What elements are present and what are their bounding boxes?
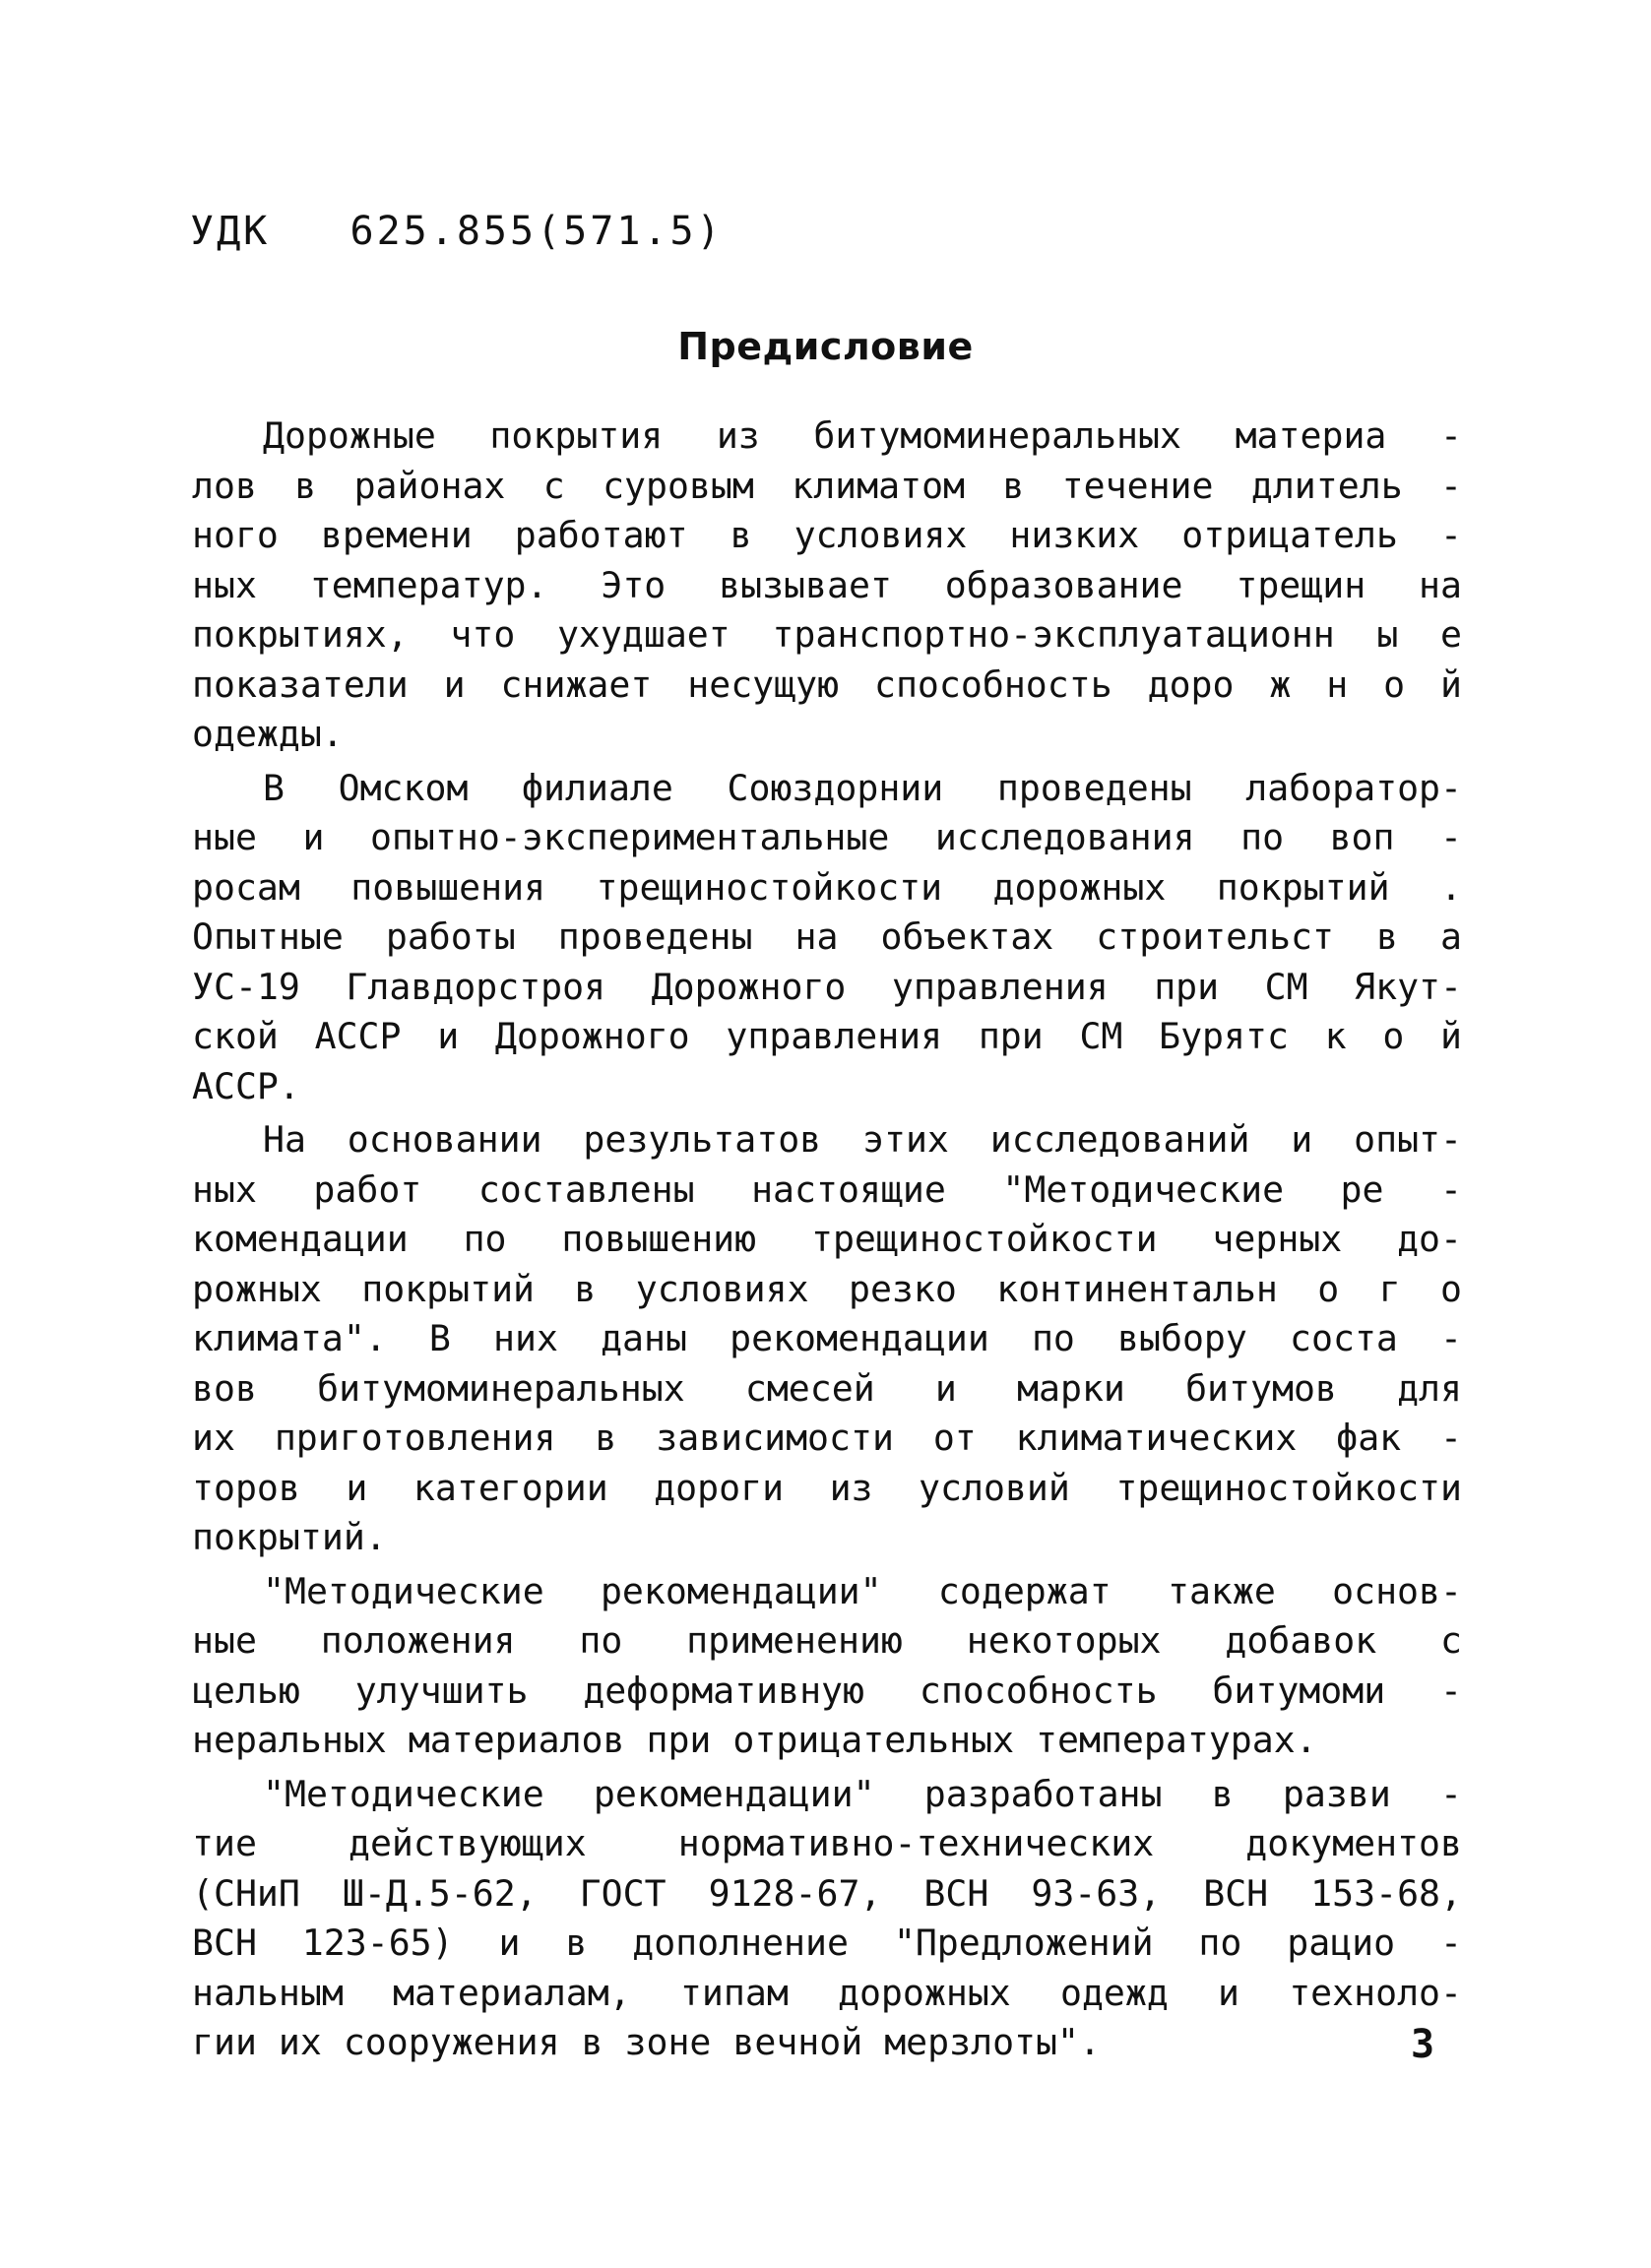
text-line: рожных покрытий в условиях резко континентальн о г о xyxy=(192,1267,1462,1310)
text-line: УС-19 Главдорстроя Дорожного управления при СМ Якут- xyxy=(192,965,1462,1008)
paragraph-4 xyxy=(192,1567,1462,1766)
text-line: ных температур. Это вызывает образование трещин на xyxy=(192,563,1462,606)
text-line: торов и категории дороги из условий трещиностойкости xyxy=(192,1466,1462,1509)
text-line: неральных материалов при отрицательных температурах. xyxy=(192,1719,1317,1761)
text-line: ного времени работают в условиях низких отрицатель - xyxy=(192,514,1462,556)
text-line: ской АССР и Дорожного управления при СМ Бурятс к о й xyxy=(192,1015,1462,1057)
text-line: лов в районах с суровым климатом в течение длитель - xyxy=(192,464,1462,507)
text-line: климата". В них даны рекомендации по выбору соста - xyxy=(192,1317,1462,1359)
page-title: Предисловие xyxy=(677,325,974,368)
text-line: ные и опытно-экспериментальные исследования по воп - xyxy=(192,816,1462,858)
paragraph-3 xyxy=(192,1115,1462,1563)
text-line: ных работ составлены настоящие "Методические ре - xyxy=(192,1167,1462,1211)
text-line: целью улучшить деформативную способность битумоми - xyxy=(192,1669,1462,1712)
text-line: Опытные работы проведены на объектах строительст в а xyxy=(192,915,1462,958)
text-line: их приготовления в зависимости от климатических фак - xyxy=(192,1417,1462,1459)
preface-body xyxy=(192,411,1462,2072)
text-line: комендации по повышению трещиностойкости черных до- xyxy=(192,1218,1462,1260)
paragraph-2 xyxy=(192,764,1462,1112)
text-line: одежды. xyxy=(192,713,344,755)
text-line: (СНиП Ш-Д.5-62, ГОСТ 9128-67, ВСН 93-63, ВСН 153-68, xyxy=(192,1871,1462,1915)
udk-code: УДК 625.855(571.5) xyxy=(190,209,724,254)
text-line: На основании результатов этих исследований и опыт- xyxy=(263,1118,1462,1161)
text-line: "Методические рекомендации" содержат также основ- xyxy=(263,1569,1462,1612)
text-line: В Омском филиале Союздорнии проведены лаборатор- xyxy=(263,766,1462,809)
text-line: ные положения по применению некоторых добавок с xyxy=(192,1619,1462,1662)
text-line: вов битумоминеральных смесей и марки битумов для xyxy=(192,1366,1462,1410)
text-line: покрытиях, что ухудшает транспортно-эксплуатационн ы е xyxy=(192,613,1462,656)
text-line: ВСН 123-65) и в дополнение "Предложений по рацио - xyxy=(192,1922,1462,1964)
text-line: АССР. xyxy=(192,1064,300,1107)
text-line: росам повышения трещиностойкости дорожных покрытий . xyxy=(192,865,1462,909)
text-line: тие действующих нормативно-технических документов xyxy=(192,1822,1462,1864)
text-line: покрытий. xyxy=(192,1516,387,1558)
paragraph-5 xyxy=(192,1770,1462,2068)
text-line: "Методические рекомендации" разработаны в разви - xyxy=(263,1772,1462,1815)
text-line: нальным материалам, типам дорожных одежд и техноло- xyxy=(192,1971,1462,2014)
page-number: 3 xyxy=(1411,2022,1435,2067)
text-line: гии их сооружения в зоне вечной мерзлоты". xyxy=(192,2021,1101,2063)
paragraph-1 xyxy=(192,411,1462,760)
text-line: Дорожные покрытия из битумоминеральных материа - xyxy=(263,414,1462,457)
text-line: показатели и снижает несущую способность доро ж н о й xyxy=(192,662,1462,706)
